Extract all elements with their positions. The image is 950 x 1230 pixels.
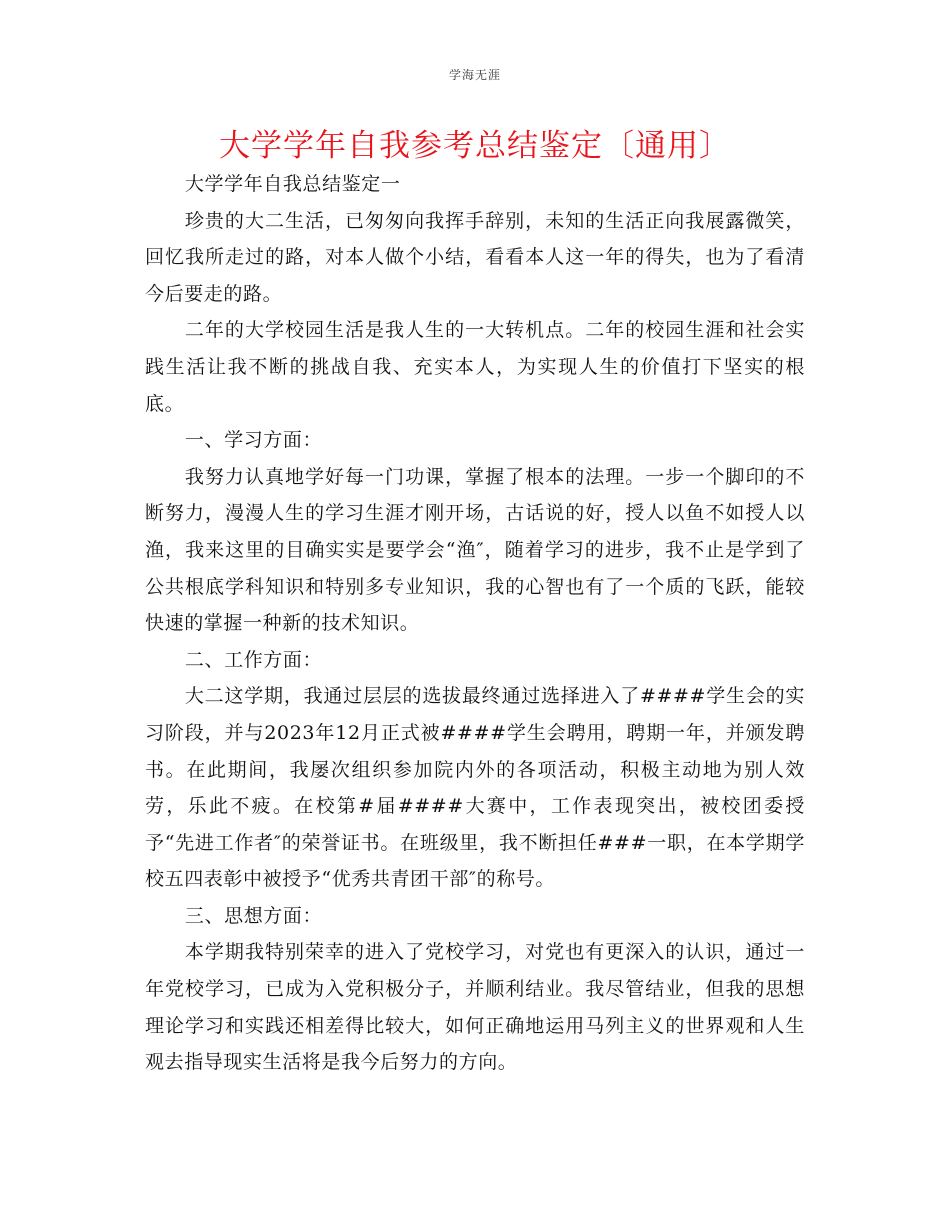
study-paragraph: 我努力认真地学好每一门功课，掌握了根本的法理。一步一个脚印的不断努力，漫漫人生的学习生涯才刚开场，古话说的好，授人以鱼不如授人以渔，我来这里的目确实实是要学会“渔″，随着学习的进步，我不止是学到了公共根底学科知识和特别多专业知识，我的心智也有了一个质的飞跃，能较快速的掌握一种新的技术知识。 (145, 465, 805, 635)
work-paragraph: 大二这学期，我通过层层的选拔最终通过选择进入了####学生会的实习阶段，并与2023年12月正式被####学生会聘用，聘期一年，并颁发聘书。在此期间，我屡次组织参加院内外的各项活动，积极主动地为别人效劳，乐此不疲。在校第#届####大赛中，工作表现突出，被校团委授予“先进工作者″的荣誉证书。在班级里，我不断担任###一职，在本学期学校五四表彰中被授予“优秀共青团干部″的称号。 (145, 685, 805, 891)
thought-paragraph: 本学期我特别荣幸的进入了党校学习，对党也有更深入的认识，通过一年党校学习，已成为入党积极分子，并顺利结业。我尽管结业，但我的思想理论学习和实践还相差得比较大，如何正确地运用马列主义的世界观和人生观去指导现实生活将是我今后努力的方向。 (145, 941, 805, 1074)
intro-paragraph: 珍贵的大二生活，已匆匆向我挥手辞别，未知的生活正向我展露微笑，回忆我所走过的路，对本人做个小结，看看本人这一年的得失，也为了看清今后要走的路。 (145, 209, 805, 305)
section-heading-study: 一、学习方面： (184, 429, 323, 452)
overview-paragraph: 二年的大学校园生活是我人生的一大转机点。二年的校园生涯和社会实践生活让我不断的挑战自我、充实本人，为实现人生的价值打下坚实的根底。 (145, 319, 805, 415)
section-heading-work: 二、工作方面： (184, 648, 323, 671)
section-heading-thought: 三、思想方面： (184, 904, 323, 927)
subtitle-paragraph: 大学学年自我总结鉴定一 (184, 173, 401, 195)
document-body (145, 166, 805, 1081)
page-header: 学海无涯 (448, 68, 501, 82)
document-title: 大学学年自我参考总结鉴定〔通用〕 (219, 128, 731, 164)
